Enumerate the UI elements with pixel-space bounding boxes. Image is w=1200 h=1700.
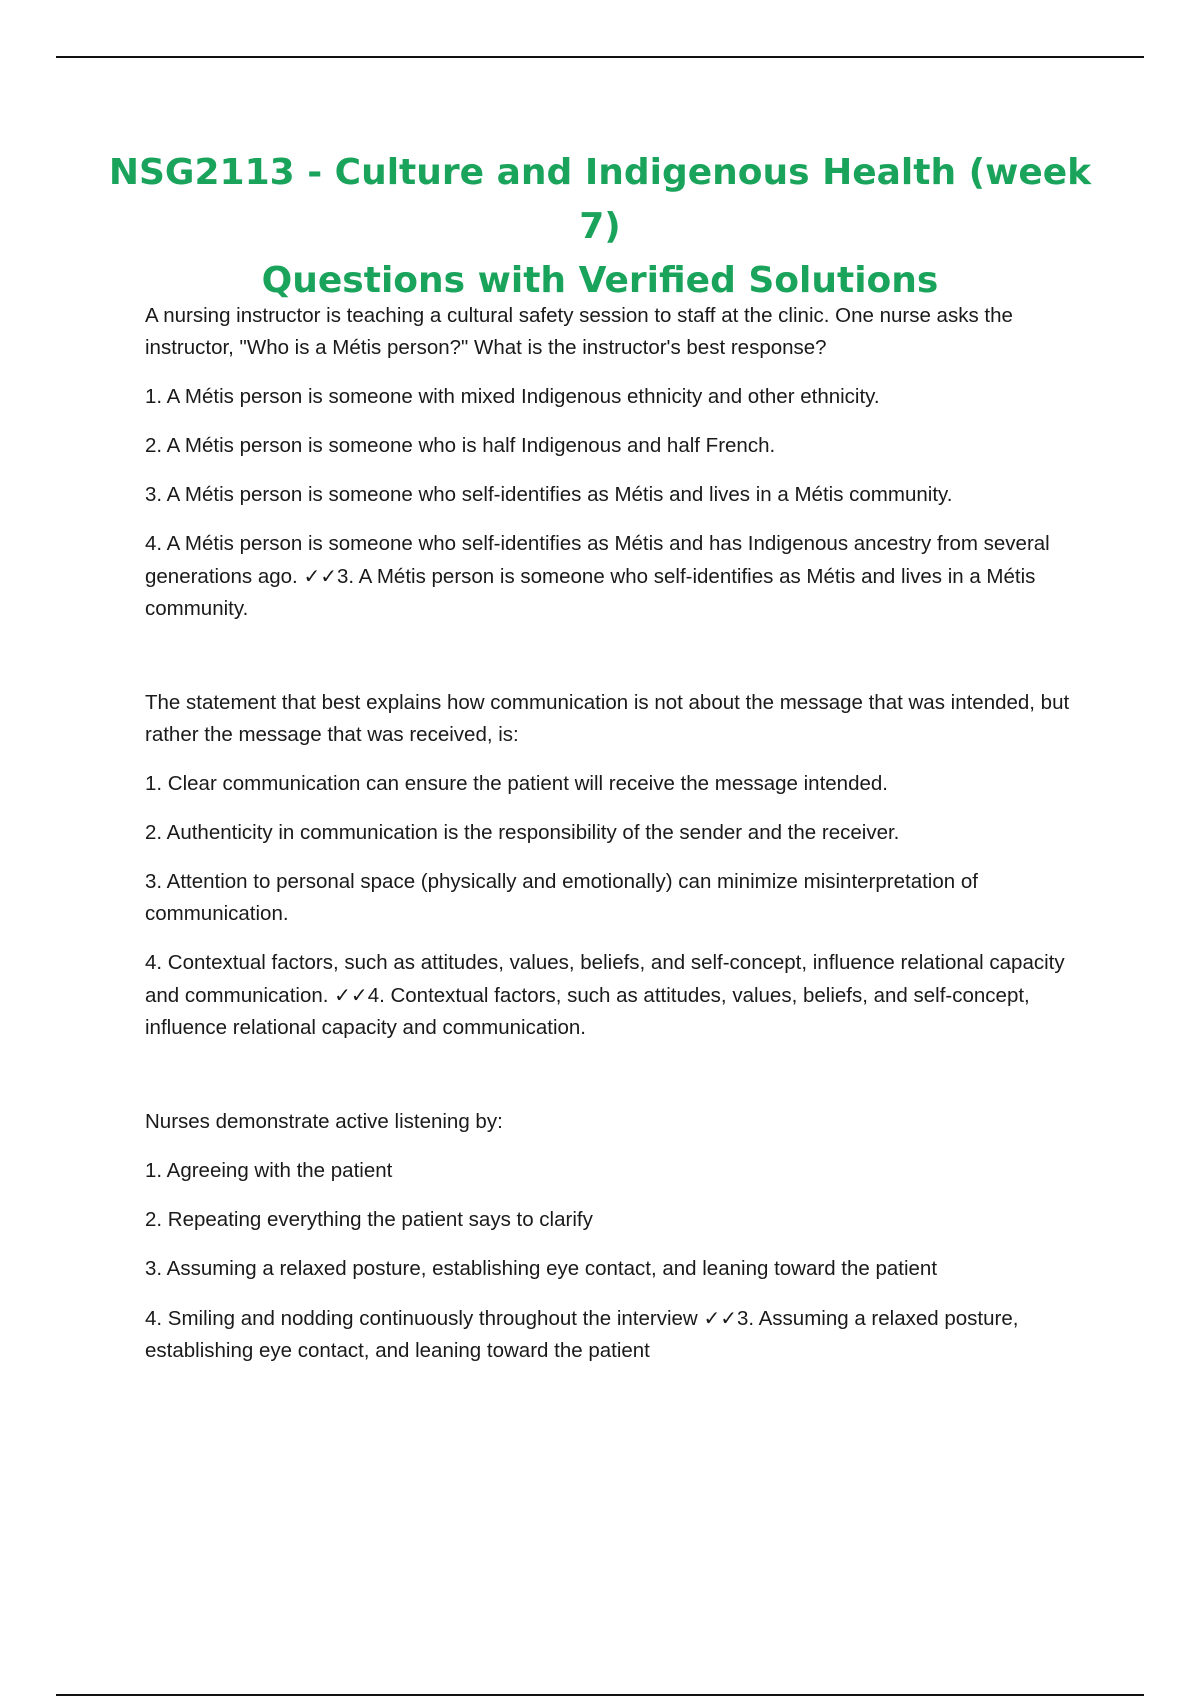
- answer-option-2: 2. A Métis person is someone who is half Indigenous and half French.: [145, 434, 776, 457]
- document-title: [100, 146, 1100, 308]
- answer-option-4: [145, 528, 1095, 625]
- question-prompt: Nurses demonstrate active listening by:: [145, 1110, 503, 1133]
- answer-option-4: [145, 947, 1095, 1044]
- question-block-3: [145, 1106, 1095, 1367]
- check-mark-icon: ✓✓: [703, 1306, 737, 1330]
- answer-option-3: 3. Attention to personal space (physically and emotionally) can minimize misinterpretation of communication.: [145, 870, 978, 925]
- title-line-2: Questions with Verified Solutions: [261, 260, 939, 301]
- option-text: 4. Smiling and nodding continuously throughout the interview: [145, 1307, 698, 1330]
- top-rule: [56, 56, 1144, 58]
- bottom-rule: [56, 1694, 1144, 1696]
- verified-answer: 3. A Métis person is someone who self-identifies as Métis and lives in a Métis community.: [145, 565, 1036, 620]
- answer-option-1: 1. A Métis person is someone with mixed Indigenous ethnicity and other ethnicity.: [145, 385, 880, 408]
- option-text: 4. A Métis person is someone who self-identifies as Métis and has Indigenous ancestry from several generations ago.: [145, 532, 1050, 588]
- answer-option-2: 2. Repeating everything the patient says to clarify: [145, 1208, 593, 1231]
- question-prompt: A nursing instructor is teaching a cultural safety session to staff at the clinic. One nurse asks the instructor, "Who is a Métis person?" What is the instructor's best response?: [145, 304, 1013, 359]
- option-text: 4. Contextual factors, such as attitudes, values, beliefs, and self-concept, influence relational capacity and communication.: [145, 951, 1065, 1007]
- answer-option-3: 3. A Métis person is someone who self-identifies as Métis and lives in a Métis community.: [145, 483, 953, 506]
- questions-section: [145, 300, 1095, 1367]
- question-prompt: The statement that best explains how communication is not about the message that was intended, but rather the message that was received, is:: [145, 691, 1070, 746]
- title-line-1: NSG2113 - Culture and Indigenous Health (week 7): [108, 152, 1092, 247]
- verified-answer: 4. Contextual factors, such as attitudes, values, beliefs, and self-concept, influence relational capacity and communication.: [145, 984, 1030, 1039]
- question-block-2: [145, 687, 1095, 1044]
- verified-answer: 3. Assuming a relaxed posture, establishing eye contact, and leaning toward the patient: [145, 1307, 1019, 1362]
- answer-option-1: 1. Clear communication can ensure the patient will receive the message intended.: [145, 772, 888, 795]
- answer-option-4: [145, 1302, 1095, 1367]
- check-mark-icon: ✓✓: [303, 564, 337, 588]
- check-mark-icon: ✓✓: [334, 983, 368, 1007]
- question-block-1: [145, 300, 1095, 625]
- answer-option-1: 1. Agreeing with the patient: [145, 1159, 393, 1182]
- answer-option-2: 2. Authenticity in communication is the responsibility of the sender and the receiver.: [145, 821, 900, 844]
- answer-option-3: 3. Assuming a relaxed posture, establishing eye contact, and leaning toward the patient: [145, 1257, 938, 1280]
